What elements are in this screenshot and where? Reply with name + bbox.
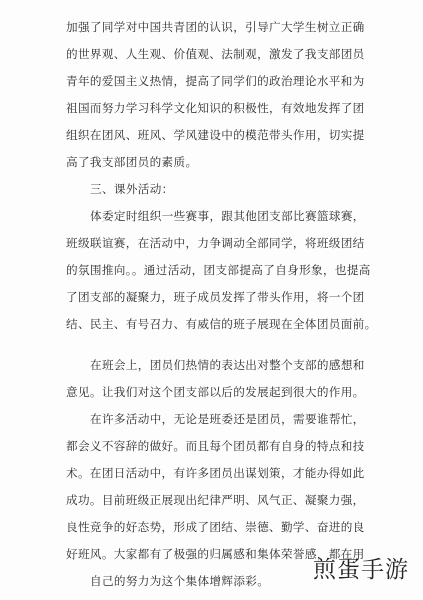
- text-line: 在班会上，团员们热情的表达出对整个支部的感想和: [90, 358, 365, 372]
- watermark-logo: 煎蛋手游: [313, 557, 409, 583]
- text-line: 青年的爱国主义热情，提高了同学们的政治理论水平和为: [66, 74, 365, 88]
- text-line: 意见。让我们对这个团支部以后的发展起到很大的作用。: [66, 385, 365, 399]
- text-line: 结、民主、有号召力、有威信的班子展现在全体团员面前。: [66, 317, 377, 331]
- text-line: 成功。目前班级正展现出纪律严明、风气正、凝聚力强，: [66, 493, 365, 507]
- text-line: 体委定时组织一些赛事，跟其他团支部比赛篮球赛，: [90, 209, 365, 223]
- text-line: 的氛围推向。。通过活动，团支部提高了自身形象，也提高: [66, 263, 371, 277]
- text-line: 在许多活动中，无论是班委还是团员，需要谁帮忙，: [90, 412, 365, 426]
- section-heading: 三、课外活动：: [90, 182, 174, 196]
- text-line: 组织在团风、班风、学风建设中的模范带头作用，切实提: [66, 128, 365, 142]
- text-line: 的世界观、人生观、价值观、法制观，激发了我支部团员: [66, 47, 365, 61]
- text-line: 班级联谊赛，在活动中，力争调动全部同学，将班级团结: [66, 236, 365, 250]
- text-line: 自己的努力为这个集体增辉添彩。: [90, 574, 270, 588]
- text-line: 加强了同学对中国共青团的认识，引导广大学生树立正确: [66, 20, 365, 34]
- text-line: 术。在团日活动中，有许多团员出谋划策，才能办得如此: [66, 466, 365, 480]
- text-line: 良性竞争的好态势，形成了团结、崇德、勤学、奋进的良: [66, 520, 365, 534]
- text-line: 祖国而努力学习科学文化知识的积极性，有效地发挥了团: [66, 101, 365, 115]
- text-line: 都会义不容辞的做好。而且每个团员都有自身的特点和技: [66, 439, 365, 453]
- text-line: 好班风。大家都有了极强的归属感和集体荣誉感，都在用: [66, 547, 365, 561]
- text-line: 了团支部的凝聚力，班子成员发挥了带头作用，将一个团: [66, 290, 365, 304]
- text-line: 高了我支部团员的素质。: [66, 155, 198, 169]
